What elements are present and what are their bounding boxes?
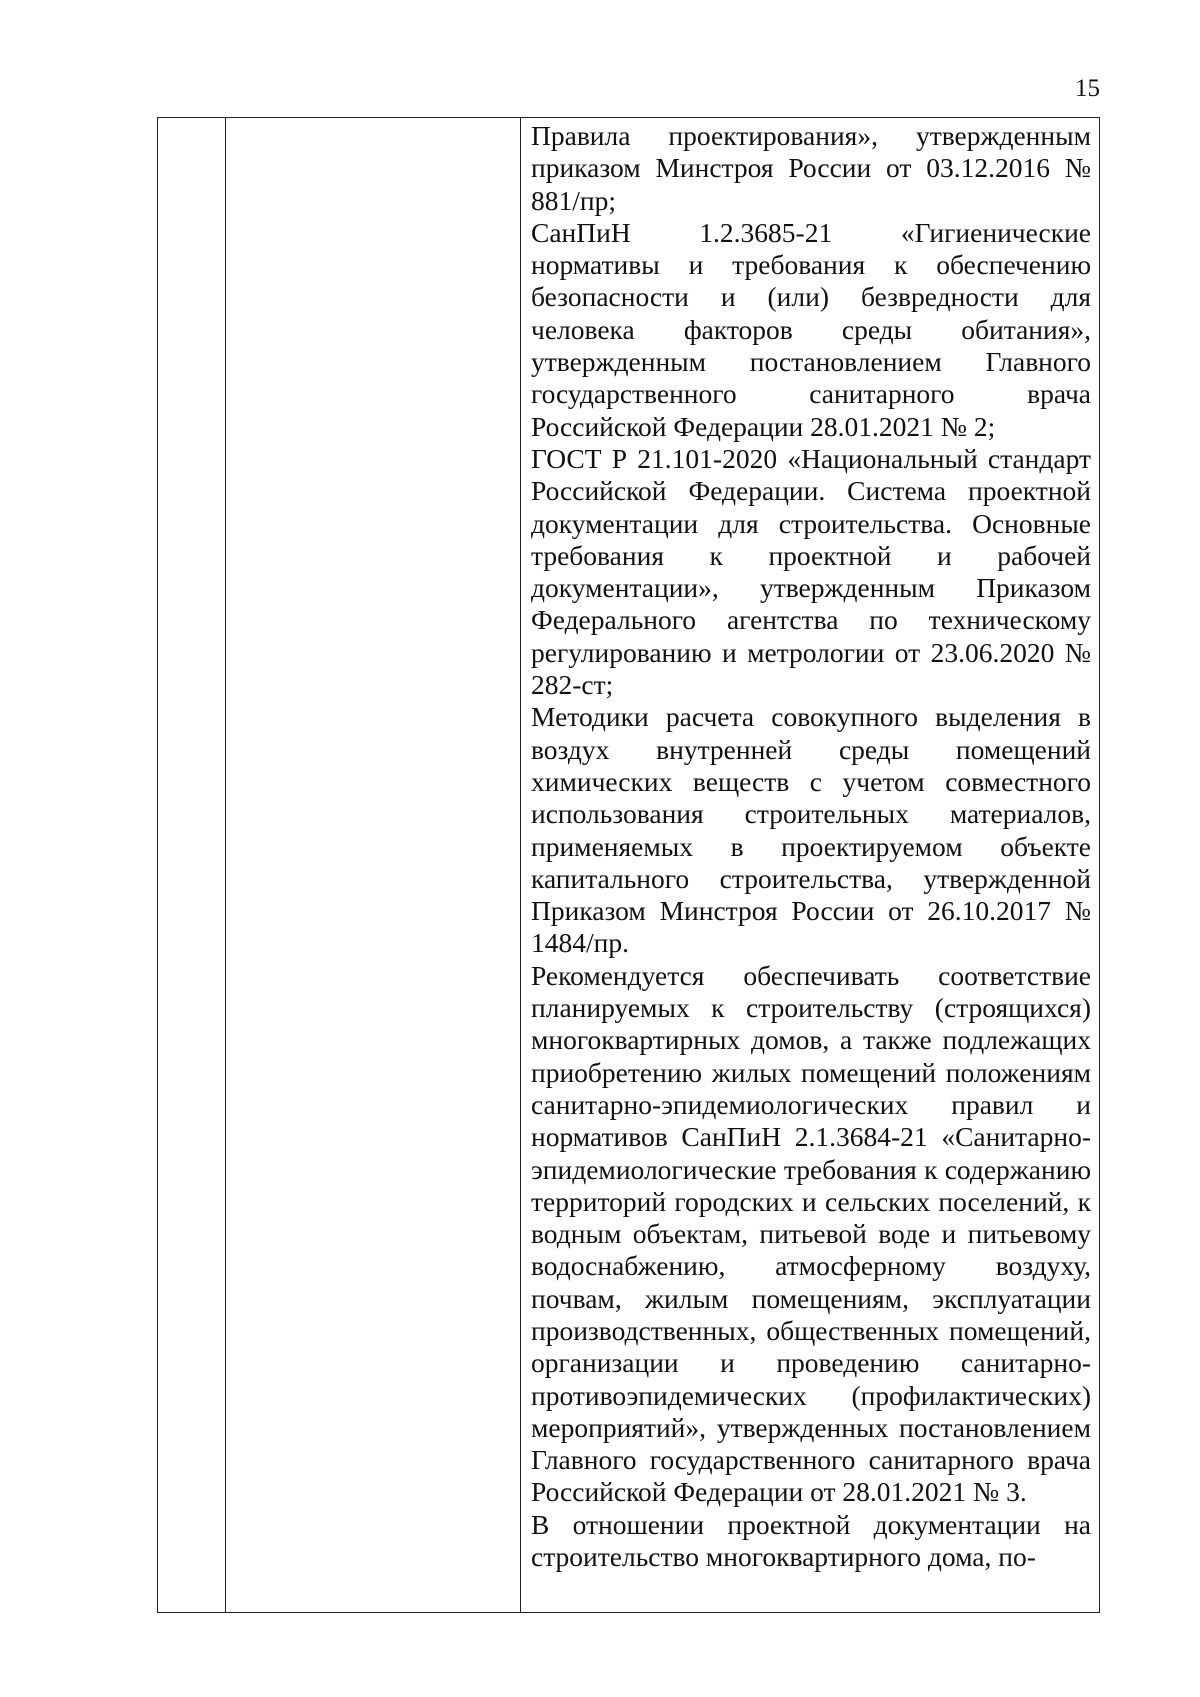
paragraph-gost-standard: ГОСТ Р 21.101-2020 «Национальный стандарт Российской Федерации. Система проектной документации для строительства. Основные требования к проектной и рабочей документации», утвержденным Приказом Федерального агентства по техническому регулированию и метрологии от 23.06.2020 № 282-ст; — [531, 442, 1091, 701]
page-number: 15 — [1075, 75, 1100, 102]
paragraph-recommendation: Рекомендуется обеспечивать соответствие планируемых к строительству (строящихся) многоквартирных домов, а также подлежащих приобретению жилых помещений положениям санитарно-эпидемиологических правил и нормативов СанПиН 2.1.3684-21 «Санитарно-эпидемиологические требования к содержанию территорий городских и сельских поселений, к водным объектам, питьевой воде и питьевому водоснабжению, атмосферному воздуху, почвам, жилым помещениям, эксплуатации производственных, общественных помещений, организации и проведению санитарно-противоэпидемических (профилактических) мероприятий», утвержденных постановлением Главного государственного санитарного врача Российской Федерации от 28.01.2021 № 3. — [531, 959, 1091, 1508]
cell-content — [521, 118, 1099, 1573]
paragraph-sanpin-hygiene: СанПиН 1.2.3685-21 «Гигиенические нормативы и требования к обеспечению безопасности и (или) безвредности для человека факторов среды обитания», утвержденным постановлением Главного государственного санитарного врача Российской Федерации 28.01.2021 № 2; — [531, 216, 1091, 442]
table-cell-name — [226, 118, 521, 1613]
cell-name-text — [226, 118, 520, 120]
cell-number-text — [158, 118, 225, 120]
table-cell-content — [521, 118, 1100, 1613]
paragraph-calculation-methods: Методики расчета совокупного выделения в воздух внутренней среды помещений химических веществ с учетом совместного использования строительных материалов, применяемых в проектируемом объекте капитального строительства, утвержденной Приказом Минстроя России от 26.10.2017 № 1484/пр. — [531, 701, 1091, 959]
paragraph-design-rules: Правила проектирования», утвержденным приказом Минстроя России от 03.12.2016 № 881/пр; — [531, 120, 1091, 216]
requirements-table — [157, 117, 1100, 1613]
paragraph-project-documentation: В отношении проектной документации на строительство многоквартирного дома, по- — [531, 1508, 1091, 1573]
table-row — [158, 118, 1100, 1613]
table-cell-number — [158, 118, 226, 1613]
